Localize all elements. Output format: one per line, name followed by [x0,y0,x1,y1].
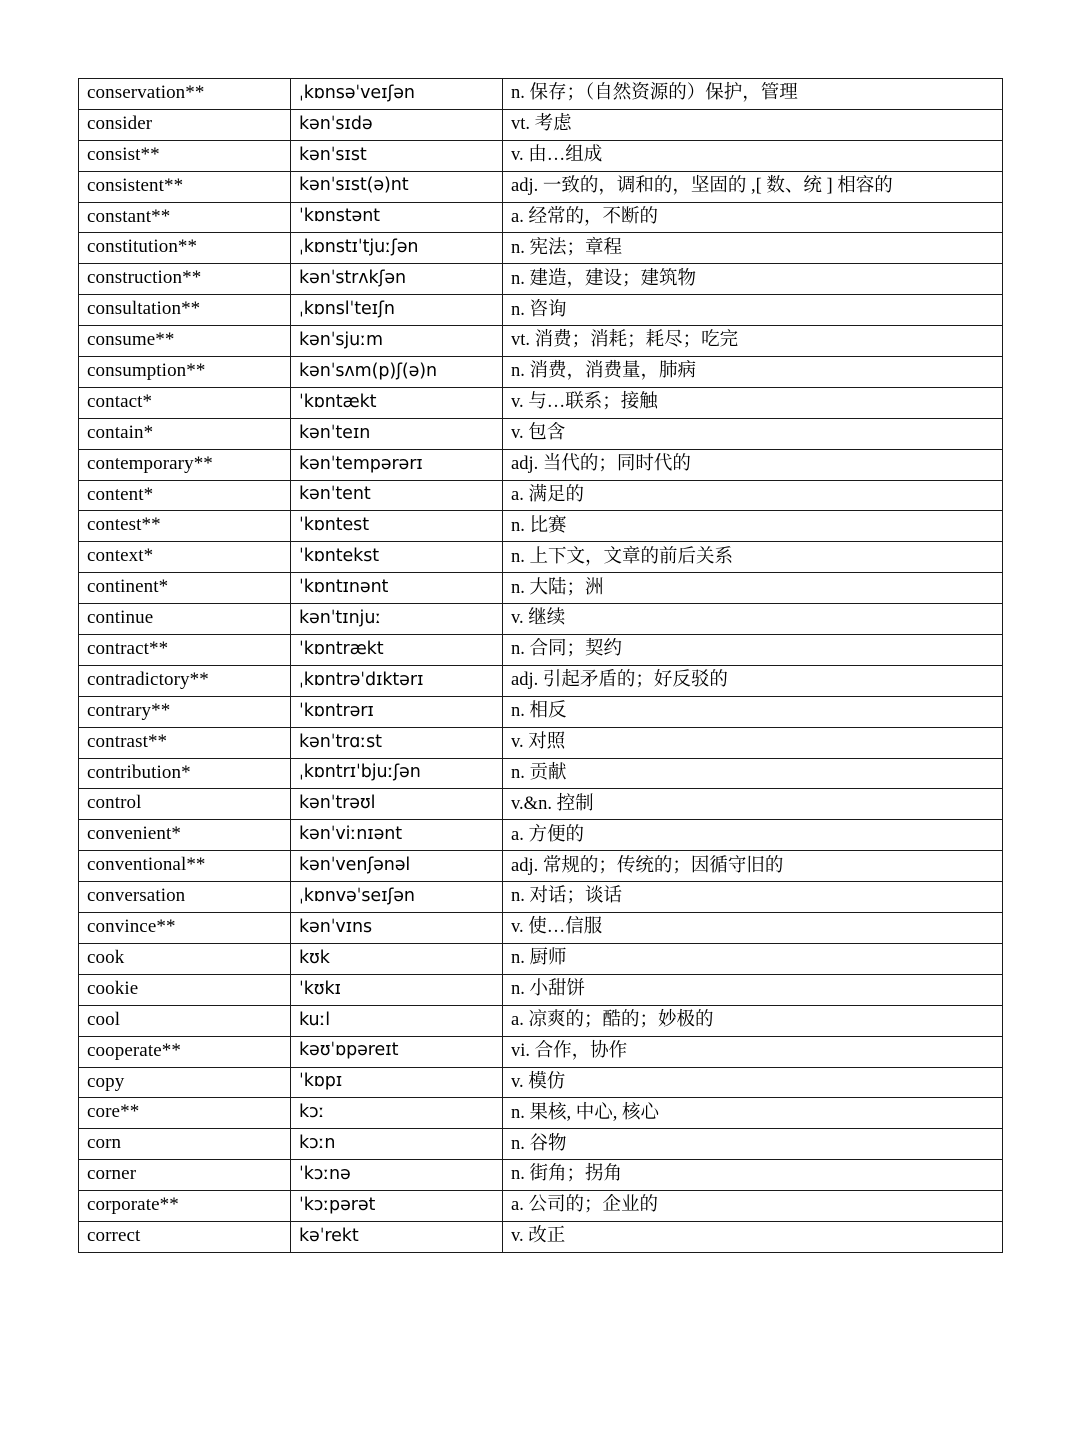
word-cell: core** [79,1098,291,1129]
definition-cell: v. 对照 [503,727,1003,758]
table-row [79,109,1003,140]
table-row [79,1129,1003,1160]
definition-cell: n. 上下文，文章的前后关系 [503,542,1003,573]
phonetic-cell: ˌkɒnstɪˈtjuːʃən [291,233,503,264]
word-cell: cookie [79,974,291,1005]
table-row [79,820,1003,851]
word-cell: correct [79,1221,291,1252]
word-cell: contain* [79,418,291,449]
phonetic-cell: ˈkɒntrækt [291,635,503,666]
definition-cell: n. 保存；（自然资源的）保护，管理 [503,79,1003,110]
phonetic-cell: kənˈsɪst(ə)nt [291,171,503,202]
definition-cell: adj. 当代的；同时代的 [503,449,1003,480]
word-cell: consist** [79,140,291,171]
table-row [79,387,1003,418]
word-cell: continue [79,604,291,635]
phonetic-cell: ˈkɒntest [291,511,503,542]
table-row [79,1160,1003,1191]
table-row [79,171,1003,202]
table-row [79,357,1003,388]
table-row [79,974,1003,1005]
word-cell: contract** [79,635,291,666]
definition-cell: v. 由…组成 [503,140,1003,171]
table-row [79,418,1003,449]
table-row [79,233,1003,264]
phonetic-cell: kənˈsjuːm [291,326,503,357]
vocabulary-table-body [79,79,1003,1253]
word-cell: constant** [79,202,291,233]
table-row [79,727,1003,758]
phonetic-cell: kənˈtrəʊl [291,789,503,820]
definition-cell: n. 咨询 [503,295,1003,326]
definition-cell: a. 方便的 [503,820,1003,851]
definition-cell: n. 小甜饼 [503,974,1003,1005]
phonetic-cell: kɔː [291,1098,503,1129]
table-row [79,511,1003,542]
table-row [79,604,1003,635]
definition-cell: v. 继续 [503,604,1003,635]
word-cell: context* [79,542,291,573]
definition-cell: v. 包含 [503,418,1003,449]
word-cell: contrary** [79,696,291,727]
phonetic-cell: kɔːn [291,1129,503,1160]
word-cell: construction** [79,264,291,295]
phonetic-cell: ˈkɔːnə [291,1160,503,1191]
word-cell: cook [79,943,291,974]
table-row [79,851,1003,882]
table-row [79,913,1003,944]
word-cell: consumption** [79,357,291,388]
phonetic-cell: kənˈtrɑːst [291,727,503,758]
word-cell: copy [79,1067,291,1098]
phonetic-cell: kuːl [291,1005,503,1036]
table-row [79,665,1003,696]
word-cell: corn [79,1129,291,1160]
phonetic-cell: kənˈtent [291,480,503,511]
table-row [79,1098,1003,1129]
table-row [79,140,1003,171]
word-cell: consume** [79,326,291,357]
definition-cell: n. 对话；谈话 [503,882,1003,913]
definition-cell: adj. 一致的，调和的，坚固的 ,[ 数、统 ] 相容的 [503,171,1003,202]
table-row [79,696,1003,727]
word-cell: consistent** [79,171,291,202]
vocabulary-table [78,78,1003,1253]
phonetic-cell: ˈkɒntekst [291,542,503,573]
word-cell: convenient* [79,820,291,851]
phonetic-cell: ˌkɒnvəˈseɪʃən [291,882,503,913]
definition-cell: v. 模仿 [503,1067,1003,1098]
phonetic-cell: ˌkɒnslˈteɪʃn [291,295,503,326]
word-cell: contrast** [79,727,291,758]
table-row [79,326,1003,357]
definition-cell: vi. 合作，协作 [503,1036,1003,1067]
definition-cell: adj. 引起矛盾的；好反驳的 [503,665,1003,696]
definition-cell: v.&n. 控制 [503,789,1003,820]
word-cell: consider [79,109,291,140]
word-cell: conversation [79,882,291,913]
definition-cell: vt. 消费；消耗；耗尽；吃完 [503,326,1003,357]
phonetic-cell: ˈkɒntrərɪ [291,696,503,727]
word-cell: contribution* [79,758,291,789]
phonetic-cell: ˈkɒnstənt [291,202,503,233]
definition-cell: n. 相反 [503,696,1003,727]
table-row [79,264,1003,295]
word-cell: cool [79,1005,291,1036]
phonetic-cell: ˈkɒntɪnənt [291,573,503,604]
phonetic-cell: ˈkɒntækt [291,387,503,418]
phonetic-cell: kəˈrekt [291,1221,503,1252]
table-row [79,789,1003,820]
phonetic-cell: ˌkɒnsəˈveɪʃən [291,79,503,110]
definition-cell: n. 大陆；洲 [503,573,1003,604]
definition-cell: n. 宪法；章程 [503,233,1003,264]
word-cell: control [79,789,291,820]
definition-cell: n. 贡献 [503,758,1003,789]
phonetic-cell: kənˈsɪst [291,140,503,171]
phonetic-cell: kənˈsʌm(p)ʃ(ə)n [291,357,503,388]
table-row [79,1036,1003,1067]
table-row [79,573,1003,604]
definition-cell: n. 比赛 [503,511,1003,542]
table-row [79,480,1003,511]
definition-cell: n. 谷物 [503,1129,1003,1160]
phonetic-cell: ˈkɔːpərət [291,1191,503,1222]
definition-cell: n. 合同；契约 [503,635,1003,666]
phonetic-cell: ˈkʊkɪ [291,974,503,1005]
definition-cell: adj. 常规的；传统的；因循守旧的 [503,851,1003,882]
word-cell: consultation** [79,295,291,326]
definition-cell: a. 满足的 [503,480,1003,511]
word-cell: corner [79,1160,291,1191]
word-cell: contest** [79,511,291,542]
definition-cell: a. 经常的，不断的 [503,202,1003,233]
table-row [79,635,1003,666]
word-cell: contradictory** [79,665,291,696]
table-row [79,758,1003,789]
phonetic-cell: kənˈviːnɪənt [291,820,503,851]
phonetic-cell: ˌkɒntrɪˈbjuːʃən [291,758,503,789]
table-row [79,882,1003,913]
word-cell: conservation** [79,79,291,110]
phonetic-cell: kʊk [291,943,503,974]
table-row [79,449,1003,480]
definition-cell: vt. 考虑 [503,109,1003,140]
word-cell: contact* [79,387,291,418]
word-cell: convince** [79,913,291,944]
table-row [79,943,1003,974]
definition-cell: n. 厨师 [503,943,1003,974]
table-row [79,295,1003,326]
definition-cell: n. 消费，消费量，肺病 [503,357,1003,388]
definition-cell: v. 与…联系；接触 [503,387,1003,418]
definition-cell: v. 改正 [503,1221,1003,1252]
table-row [79,542,1003,573]
definition-cell: n. 果核, 中心, 核心 [503,1098,1003,1129]
table-row [79,202,1003,233]
phonetic-cell: kənˈvenʃənəl [291,851,503,882]
definition-cell: v. 使…信服 [503,913,1003,944]
word-cell: content* [79,480,291,511]
definition-cell: n. 建造，建设；建筑物 [503,264,1003,295]
phonetic-cell: kənˈtɪnjuː [291,604,503,635]
phonetic-cell: kənˈteɪn [291,418,503,449]
word-cell: constitution** [79,233,291,264]
phonetic-cell: kənˈstrʌkʃən [291,264,503,295]
definition-cell: a. 凉爽的；酷的；妙极的 [503,1005,1003,1036]
phonetic-cell: kəʊˈɒpəreɪt [291,1036,503,1067]
phonetic-cell: ˈkɒpɪ [291,1067,503,1098]
phonetic-cell: ˌkɒntrəˈdɪktərɪ [291,665,503,696]
table-row [79,79,1003,110]
table-row [79,1191,1003,1222]
definition-cell: a. 公司的；企业的 [503,1191,1003,1222]
word-cell: continent* [79,573,291,604]
word-cell: cooperate** [79,1036,291,1067]
word-cell: conventional** [79,851,291,882]
table-row [79,1067,1003,1098]
table-row [79,1221,1003,1252]
phonetic-cell: kənˈtempərərɪ [291,449,503,480]
word-cell: corporate** [79,1191,291,1222]
phonetic-cell: kənˈvɪns [291,913,503,944]
phonetic-cell: kənˈsɪdə [291,109,503,140]
word-cell: contemporary** [79,449,291,480]
definition-cell: n. 街角；拐角 [503,1160,1003,1191]
table-row [79,1005,1003,1036]
